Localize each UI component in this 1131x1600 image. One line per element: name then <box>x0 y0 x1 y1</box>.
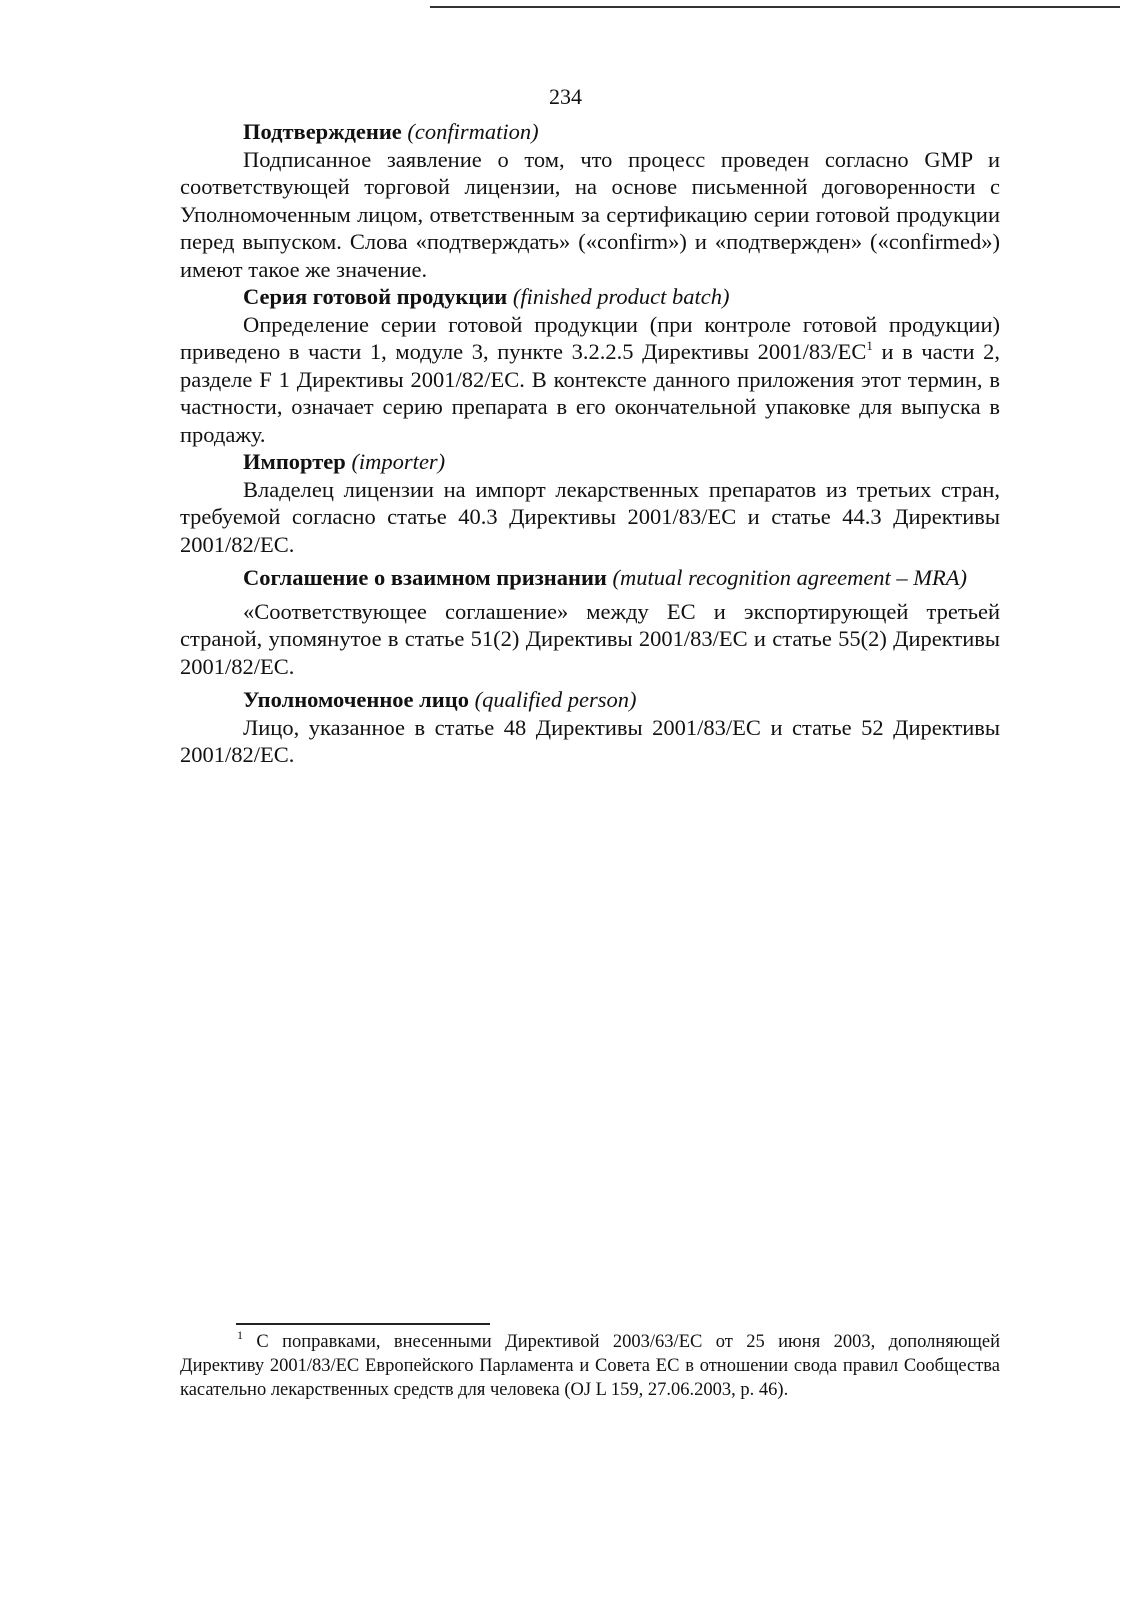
definition-text: Определение серии готовой продукции (при контроле готовой продукции) приведено в части 1, модуле 3, пункте 3.2.2.5 Директивы 2001/83/ЕС <box>180 311 1000 364</box>
term-english: (finished product batch) <box>512 284 730 309</box>
term-english: (mutual recognition agreement – MRA) <box>612 565 968 590</box>
term-definition <box>180 311 1000 449</box>
top-border-line <box>430 6 1120 8</box>
term-definition: Лицо, указанное в статье 48 Директивы 2001/83/ЕС и статье 52 Директивы 2001/82/ЕС. <box>180 714 1000 767</box>
term-definition: Подписанное заявление о том, что процесс проведен согласно GMP и соответствующей торговой лицензии, на основе письменной договоренности с Уполномоченным лицом, ответственным за сертификацию серии готовой продукции перед выпуском. Слова «подтверждать» («confirm») и «подтвержден» («confirmed») имеют такое же значение. <box>180 146 1000 282</box>
page-number: 234 <box>549 84 582 109</box>
term-name: Подтверждение <box>243 119 402 144</box>
term-name: Серия готовой продукции <box>243 284 508 309</box>
glossary-term <box>180 283 1000 311</box>
footnote-reference: 1 <box>866 338 873 353</box>
glossary-term <box>180 118 1000 146</box>
footnote-text: С поправками, внесенными Директивой 2003/63/ЕС от 25 июня 2003, дополняющей Директиву 2001/83/ЕС Европейского Парламента и Совета ЕС в отношении свода правил Сообщества касательно лекарственных средств для человека (OJ L 159, 27.06.2003, p. 46). <box>180 1332 1000 1400</box>
footnote-marker: 1 <box>237 1328 243 1342</box>
footnote-separator <box>236 1323 490 1325</box>
term-definition: «Соответствующее соглашение» между ЕС и экспортирующей третьей страной, упомянутое в статье 51(2) Директивы 2001/83/ЕС и статье 55(2) Директивы 2001/82/ЕС. <box>180 598 1000 679</box>
term-definition: Владелец лицензии на импорт лекарственных препаратов из третьих стран, требуемой согласно статье 40.3 Директивы 2001/83/ЕС и статье 44.3 Директивы 2001/82/ЕС. <box>180 476 1000 557</box>
glossary-term <box>180 448 1000 476</box>
glossary-body <box>180 118 1000 769</box>
footnote <box>180 1330 1000 1402</box>
term-english: (confirmation) <box>407 119 539 144</box>
term-name: Соглашение о взаимном признании <box>243 565 607 590</box>
term-name: Импортер <box>243 449 346 474</box>
term-english: (qualified person) <box>474 687 637 712</box>
glossary-term <box>180 686 1000 714</box>
glossary-term <box>180 564 1000 592</box>
definition-text: и в части 2, разделе F 1 Директивы 2001/82/ЕС. В контексте данного приложения этот термин, в частности, означает серию препарата в его окончательной упаковке для выпуска в продажу. <box>180 339 1000 447</box>
term-name: Уполномоченное лицо <box>243 687 469 712</box>
term-english: (importer) <box>351 449 446 474</box>
